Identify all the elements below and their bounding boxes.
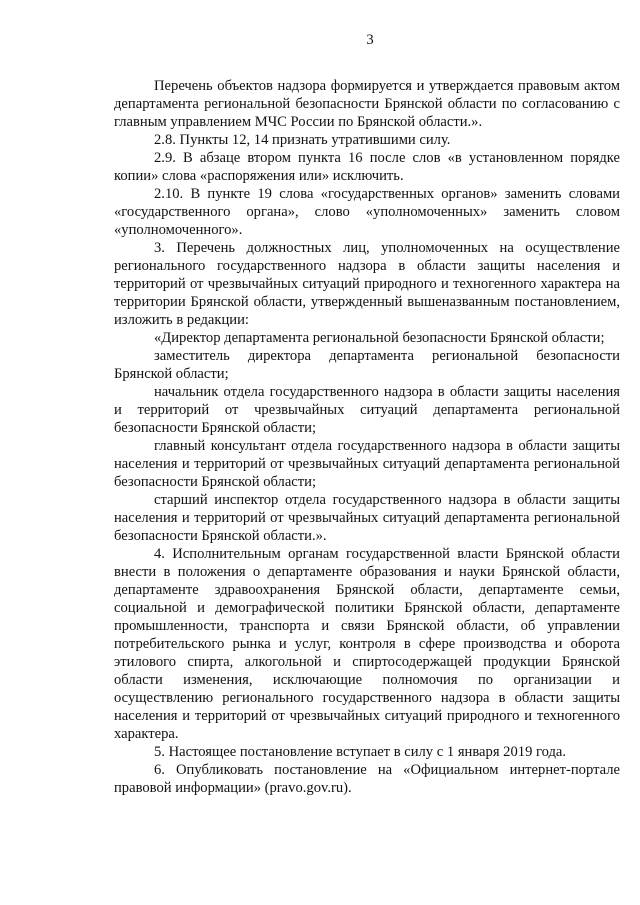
- paragraph-2-8: 2.8. Пункты 12, 14 признать утратившими силу.: [154, 132, 451, 148]
- paragraph-6: 6. Опубликовать постановление на «Официальном интернет-портале правовой информации» (pravo.gov.ru).: [114, 762, 620, 796]
- paragraph-2-9: 2.9. В абзаце втором пункта 16 после слов «в установленном порядке копии» слова «распоряжения или» исключить.: [114, 150, 620, 184]
- document-page: [114, 32, 620, 797]
- paragraph-2-10: 2.10. В пункте 19 слова «государственных органов» заменить словами «государственного органа», слово «уполномоченных» заменить словом «уполномоченного».: [114, 186, 620, 238]
- paragraph-5: 5. Настоящее постановление вступает в силу с 1 января 2019 года.: [154, 744, 567, 760]
- list-item-director: «Директор департамента региональной безопасности Брянской области;: [154, 330, 605, 346]
- list-item-senior-inspector: старший инспектор отдела государственного надзора в области защиты населения и территорий от чрезвычайных ситуаций департамента региональной безопасности Брянской области.».: [114, 492, 620, 544]
- paragraph-4: 4. Исполнительным органам государственной власти Брянской области внести в положения о департаменте образования и науки Брянской области, департаменте здравоохранения Брянской области, департаменте семьи, социальной и демографической политики Брянской области, департаменте промышленности, транспорта и связи Брянской области, об управлении потребительского рынка и услуг, контроля в сфере производства и оборота этилового спирта, алкогольной и спиртосодержащей продукции Брянской области изменения, исключающие полномочия по организации и осуществлению регионального государственного надзора в области защиты населения и территорий от чрезвычайных ситуаций природного и техногенного характера.: [114, 546, 620, 742]
- list-item-deputy-director: заместитель директора департамента региональной безопасности Брянской области;: [114, 348, 620, 382]
- page-number: 3: [366, 32, 374, 48]
- paragraph-3: 3. Перечень должностных лиц, уполномоченных на осуществление регионального государственного надзора в области защиты населения и территорий от чрезвычайных ситуаций природного и техногенного характера на территории Брянской области, утвержденный вышеназванным постановлением, изложить в редакции:: [114, 240, 620, 328]
- paragraph-supervision-list: Перечень объектов надзора формируется и утверждается правовым актом департамента региональной безопасности Брянской области по согласованию с главным управлением МЧС России по Брянской области.».: [114, 78, 620, 130]
- list-item-department-head: начальник отдела государственного надзора в области защиты населения и территорий от чрезвычайных ситуаций департамента региональной безопасности Брянской области;: [114, 384, 620, 436]
- list-item-chief-consultant: главный консультант отдела государственного надзора в области защиты населения и территорий от чрезвычайных ситуаций департамента региональной безопасности Брянской области;: [114, 438, 620, 490]
